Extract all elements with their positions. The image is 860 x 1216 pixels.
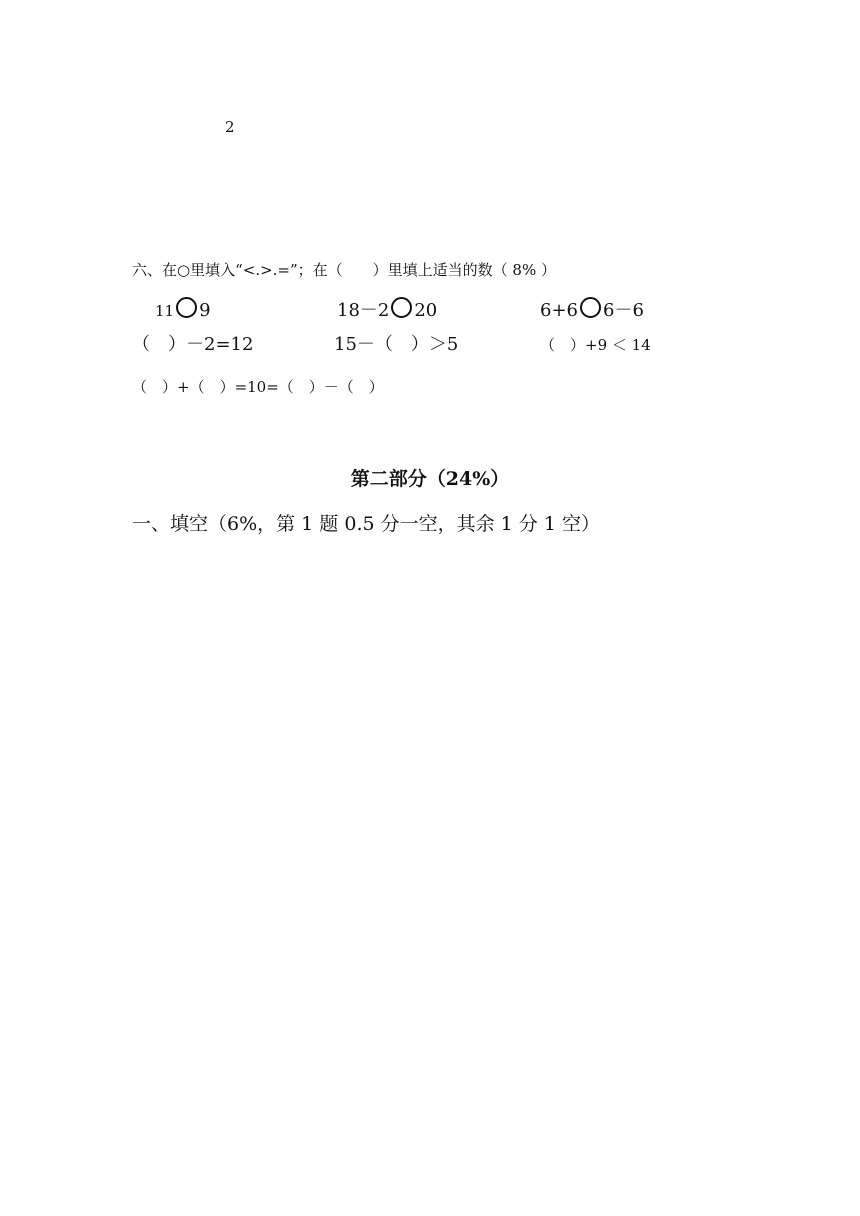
compare-item-1 xyxy=(155,297,211,320)
fill-item-1: （ ）－2=12 xyxy=(132,334,254,355)
compare-left: 6+6 xyxy=(540,300,578,321)
fill-equation-row: （ ）+（ ）=10=（ ）－（ ） xyxy=(132,378,384,396)
answer-circle[interactable] xyxy=(391,297,412,318)
page-number: 2 xyxy=(225,118,235,136)
compare-item-3 xyxy=(540,297,644,320)
answer-circle[interactable] xyxy=(176,297,197,318)
compare-item-2 xyxy=(337,297,437,320)
fill-item-2: 15－（ ）＞5 xyxy=(334,334,459,355)
compare-right: 9 xyxy=(199,300,211,321)
part-two-title: 第二部分（24%） xyxy=(350,468,510,490)
compare-left: 11 xyxy=(155,302,175,320)
compare-left: 18－2 xyxy=(337,300,390,321)
section-six-title: 六、在○里填入“<.>.=”；在（ ）里填上适当的数（ 8% ） xyxy=(132,261,557,279)
compare-right: 6－6 xyxy=(603,300,644,321)
answer-circle[interactable] xyxy=(580,297,601,318)
fill-item-3: （ ）+9 ＜ 14 xyxy=(540,336,651,354)
section-one-title: 一、填空（6%，第 1 题 0.5 分一空，其余 1 分 1 空） xyxy=(132,513,600,535)
compare-right: 20 xyxy=(414,300,438,321)
